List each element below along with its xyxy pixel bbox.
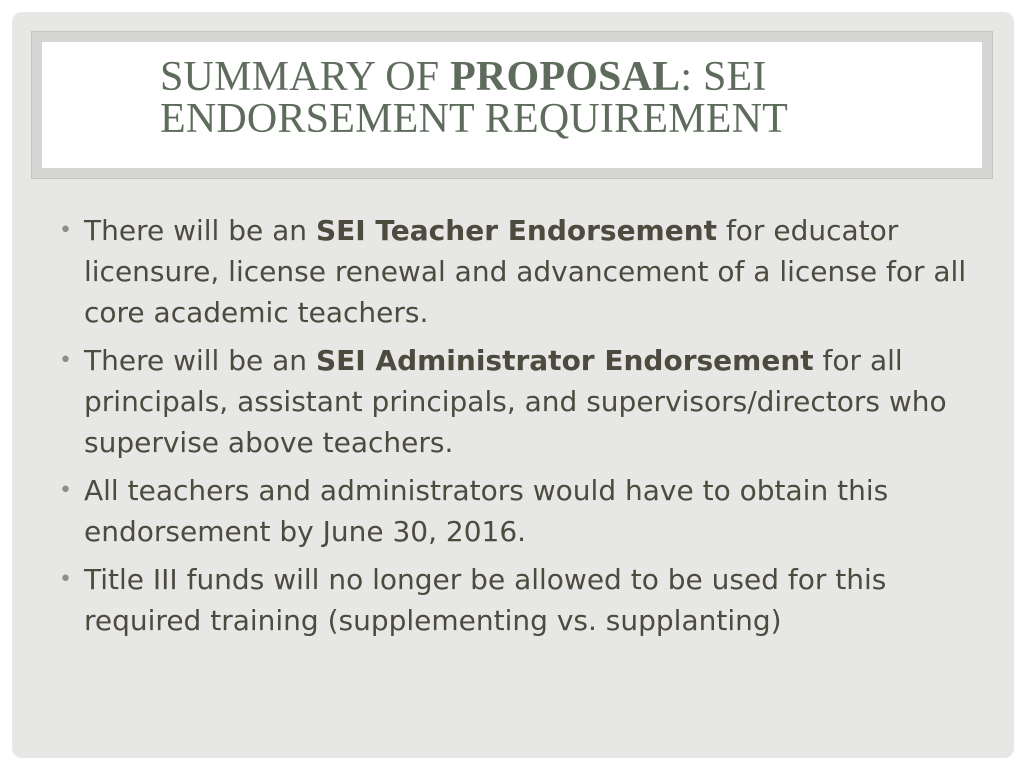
bullet-text-bold: SEI Teacher Endorsement	[315, 214, 718, 247]
title-part-1: SUMMARY OF	[160, 54, 451, 100]
title-frame	[31, 31, 993, 179]
bullet-item-deadline	[56, 470, 976, 552]
bullet-item-teacher-endorsement	[56, 210, 976, 333]
bullet-text-pre: There will be an	[84, 214, 316, 247]
bullet-dot-icon: •	[59, 478, 72, 503]
bullet-list	[56, 210, 976, 648]
bullet-dot-icon: •	[59, 567, 72, 592]
slide	[12, 12, 1014, 758]
bullet-dot-icon: •	[59, 348, 72, 373]
bullet-text: Title III funds will no longer be allowed to be used for this required training (supplementing vs. supplanting)	[84, 563, 887, 637]
title-part-2: : SEI ENDORSEMENT REQUIREMENT	[160, 54, 788, 142]
bullet-text: All teachers and administrators would have to obtain this endorsement by June 30, 2016.	[84, 474, 889, 548]
bullet-text-post: for educator licensure, license renewal and advancement of a license for all core academic teachers.	[84, 214, 967, 329]
bullet-text-post: for all principals, assistant principals, and supervisors/directors who supervise above teachers.	[84, 344, 947, 459]
bullet-item-administrator-endorsement	[56, 340, 976, 463]
title-bold: PROPOSAL	[450, 54, 681, 100]
title-box	[42, 42, 982, 168]
bullet-item-title-iii-funds	[56, 559, 976, 641]
bullet-dot-icon: •	[59, 218, 72, 243]
bullet-text-pre: There will be an	[84, 344, 316, 377]
bullet-text-bold: SEI Administrator Endorsement	[315, 344, 814, 377]
slide-title	[160, 56, 982, 140]
